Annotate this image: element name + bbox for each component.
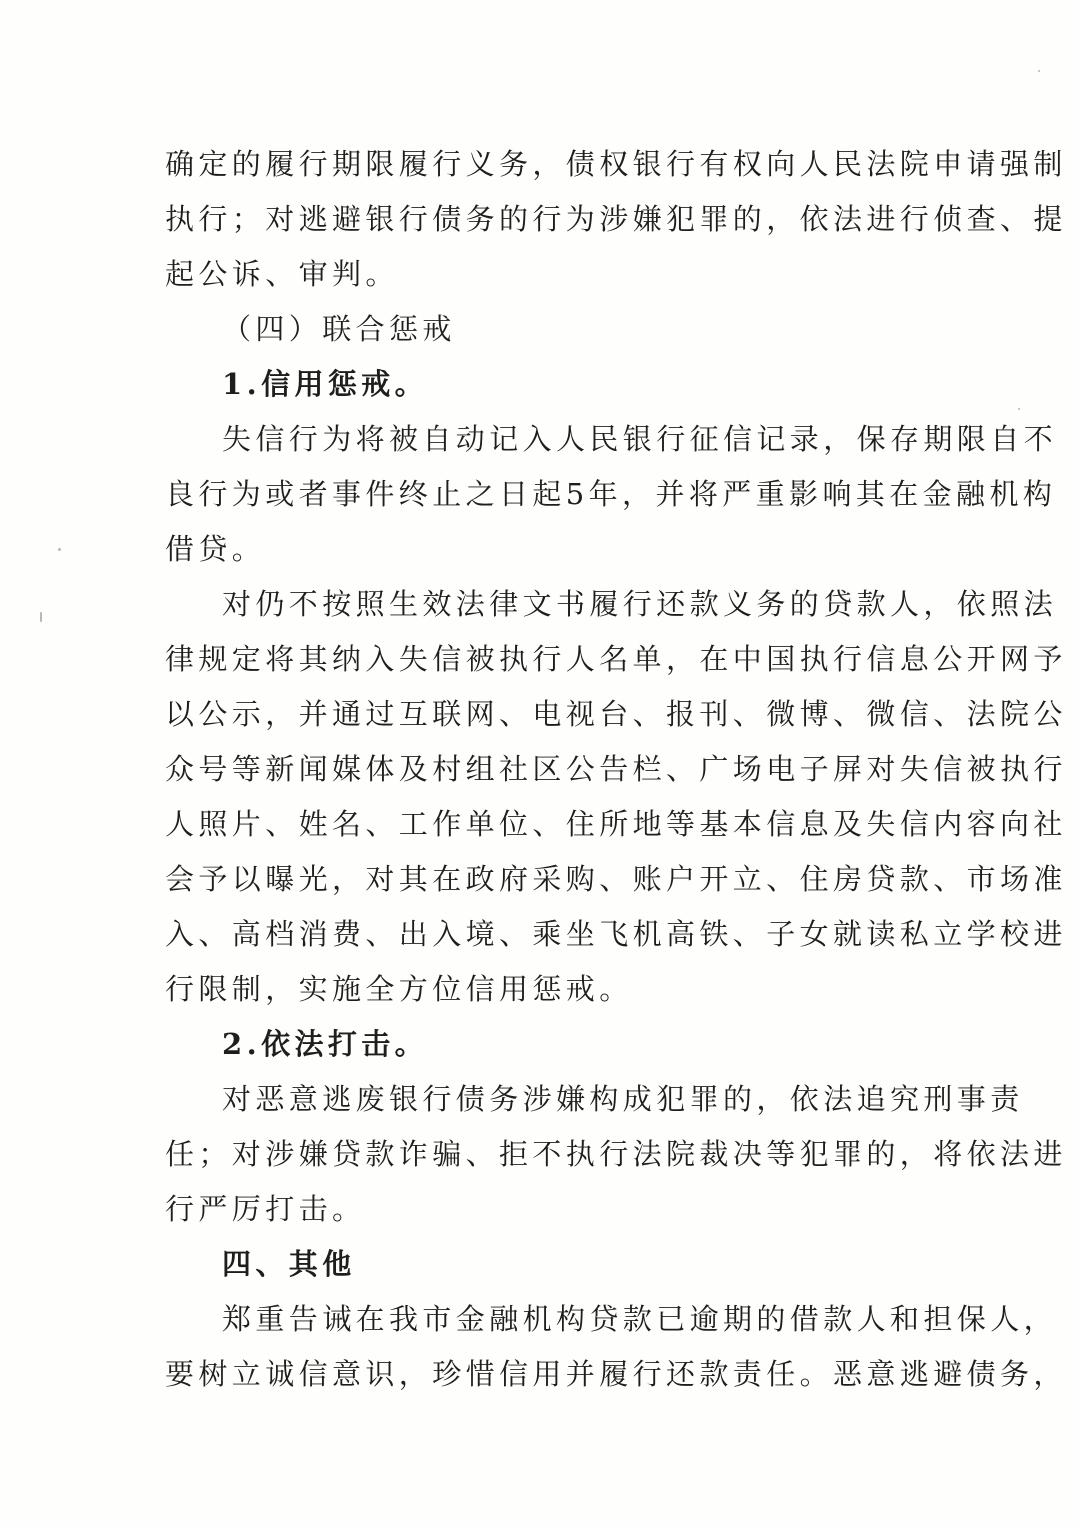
body-text-line: 众号等新闻媒体及村组社区公告栏、广场电子屏对失信被执行 <box>165 752 1067 786</box>
body-text-line: 借贷。 <box>165 532 266 566</box>
body-text-line: 要树立诚信意识，珍惜信用并履行还款责任。恶意逃避债务， <box>165 1357 1067 1391</box>
body-text-line: 行严厉打击。 <box>165 1192 366 1226</box>
body-text-line: 人照片、姓名、工作单位、住所地等基本信息及失信内容向社 <box>165 807 1067 841</box>
body-text-line: 失信行为将被自动记入人民银行征信记录，保存期限自不 <box>222 422 1058 456</box>
body-text-line: 律规定将其纳入失信被执行人名单，在中国执行信息公开网予 <box>165 642 1067 676</box>
scan-speck <box>1018 408 1020 410</box>
body-text-line: 郑重告诫在我市金融机构贷款已逾期的借款人和担保人， <box>222 1302 1058 1336</box>
section-heading: 四、其他 <box>222 1247 356 1281</box>
body-text-line: 对仍不按照生效法律文书履行还款义务的贷款人，依照法 <box>222 587 1058 621</box>
body-text-line: 良行为或者事件终止之日起5年，并将严重影响其在金融机构 <box>165 477 1057 511</box>
body-text-line: 任；对涉嫌贷款诈骗、拒不执行法院裁决等犯罪的，将依法进 <box>165 1137 1067 1171</box>
body-text-line: 确定的履行期限履行义务，债权银行有权向人民法院申请强制 <box>165 147 1067 181</box>
subsection-heading: 1.信用惩戒。 <box>222 367 429 401</box>
body-text-line: 执行；对逃避银行债务的行为涉嫌犯罪的，依法进行侦查、提 <box>165 202 1067 236</box>
body-text-line: 会予以曝光，对其在政府采购、账户开立、住房贷款、市场准 <box>165 862 1067 896</box>
subsection-heading: 2.依法打击。 <box>222 1027 429 1061</box>
scan-speck <box>1038 70 1040 72</box>
scan-speck <box>58 548 61 551</box>
section-heading: （四）联合惩戒 <box>222 312 456 346</box>
body-text-line: 起公诉、审判。 <box>165 257 399 291</box>
body-text-line: 入、高档消费、出入境、乘坐飞机高铁、子女就读私立学校进 <box>165 917 1067 951</box>
scan-speck <box>40 612 42 622</box>
body-text-line: 行限制，实施全方位信用惩戒。 <box>165 972 633 1006</box>
body-text-line: 以公示，并通过互联网、电视台、报刊、微博、微信、法院公 <box>165 697 1067 731</box>
body-text-line: 对恶意逃废银行债务涉嫌构成犯罪的，依法追究刑事责 <box>222 1082 1024 1116</box>
